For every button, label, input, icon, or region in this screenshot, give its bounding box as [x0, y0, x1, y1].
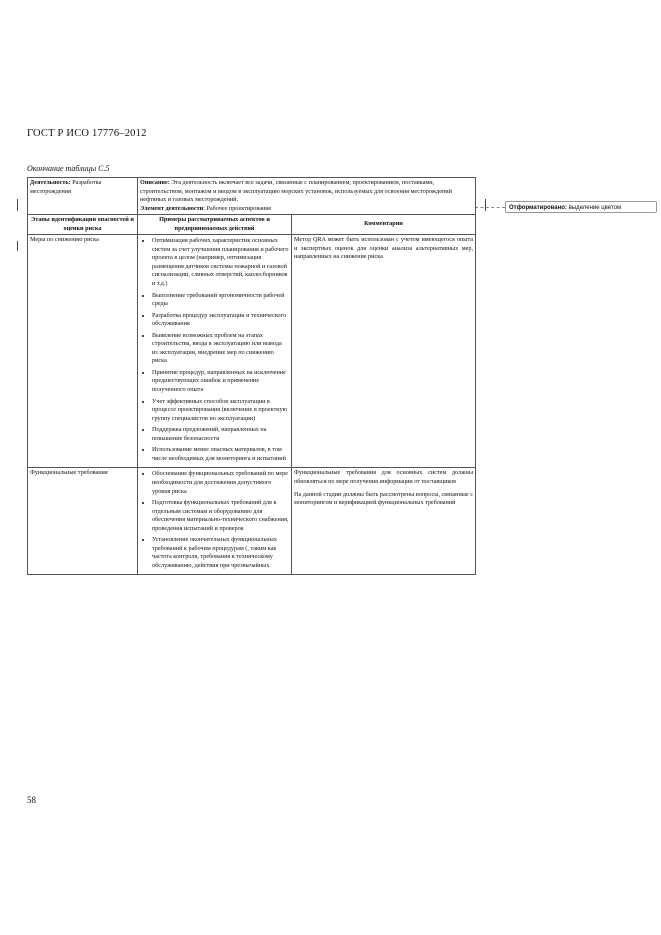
- change-bar: [17, 199, 18, 211]
- examples-cell: [138, 235, 292, 468]
- header-row: [28, 215, 476, 235]
- col3-header: Комментарии: [292, 215, 476, 235]
- list-item: • Разработка процедур эксплуатации и технического обслуживания: [152, 312, 289, 329]
- change-bar: [485, 199, 486, 211]
- col1-header: Этапы идентификации опасностей и оценки риска: [28, 215, 138, 235]
- list-item: • Оптимизация рабочих характеристик основных систем за счет улучшения планирования и рабочего проекта в целом (например, оптимизация размещения датчиков системы пожарной и газовой сигнализации, сливных отверстий, каплесборников и т.д.): [152, 237, 289, 288]
- comment-value: выделение цветом: [568, 205, 622, 211]
- examples-list: [140, 237, 289, 463]
- list-item: • Принятие процедур, направленных на исключение предшествующих ошибок и применение полученного опыта: [152, 369, 289, 395]
- comment-paragraph: Функциональные требования для основных систем должны обновляться по мере получения информации от поставщиков: [294, 469, 473, 485]
- page-number: 58: [27, 795, 36, 805]
- list-item: • Выполнение требований эргономичности рабочей среды: [152, 292, 289, 309]
- hazard-table: [27, 177, 476, 575]
- doc-title: ГОСТ Р ИСО 17776–2012: [27, 128, 147, 139]
- table-row: [28, 235, 476, 468]
- description-cell: [138, 178, 476, 215]
- activity-row: [28, 178, 476, 215]
- list-item: • Выявление возможных проблем на этапах строительства, ввода в эксплуатацию или вывода из эксплуатации, внедрение мер по снижению риска: [152, 332, 289, 366]
- examples-cell: [138, 468, 292, 575]
- activity-value: Разработка месторождения: [30, 179, 102, 195]
- activity-label: Деятельность:: [30, 179, 71, 186]
- list-item: • Обоснование функциональных требований по мере необходимости для достижения допустимого уровня риска: [152, 470, 289, 496]
- element-label: Элемент деятельности: [140, 204, 204, 212]
- examples-list: [140, 470, 289, 570]
- comment-connector: [475, 207, 505, 208]
- activity-cell: [28, 178, 138, 215]
- list-item: • Использование менее опасных материалов, в том числе необходимых для мониторинга и испытаний: [152, 446, 289, 463]
- table-row: [28, 468, 476, 575]
- list-item: • Установление окончательных функциональных требований к рабочим процедурам (, таким как частота контроля, требования к техническому обслуживанию, действия при чрезвычайных: [152, 536, 289, 570]
- stage-cell: Меры по снижению риска: [28, 235, 138, 468]
- change-bar: [17, 241, 18, 251]
- col2-header: Примеры рассматриваемых аспектов и предпринимаемых действий: [138, 215, 292, 235]
- description-label: Описание:: [140, 179, 170, 186]
- element-value: : Рабочее проектирование: [203, 204, 272, 212]
- comment-paragraph: Метод QRA может быть использован с учетом имеющегося опыта и экспертных оценок для оценки анализа альтернативных мер, направленных на снижение риска: [294, 236, 473, 261]
- comment-paragraph: На данной стадии должны быть рассмотрены вопросы, связанные с мониторингом и верификацией функциональных требований: [294, 490, 473, 507]
- stage-cell: Функциональные требования: [28, 468, 138, 575]
- description-value: Эта деятельность включает все задачи, связанные с планированием, проектированием, поставками, строительством, монтажом и вводом в эксплуатацию морских установок, используемых для освоения месторождений нефтяных и газовых месторождений.: [140, 179, 452, 204]
- comments-cell: [292, 468, 476, 575]
- table-caption: Окончание таблицы С.5: [27, 164, 110, 173]
- comment-label: Отформатировано:: [509, 205, 567, 211]
- comments-cell: [292, 235, 476, 468]
- list-item: • Подготовка функциональных требований для к отдельным системам и оборудованию для обеспечения материально-технического снабжения, проведения испытаний и проверок: [152, 499, 289, 533]
- format-comment-balloon[interactable]: [505, 201, 657, 213]
- list-item: • Учет эффективных способов эксплуатации в процессе проектирования (включение в проектную группу специалистов по эксплуатации): [152, 398, 289, 424]
- list-item: • Поддержка предложений, направленных на повышение безопасности: [152, 426, 289, 443]
